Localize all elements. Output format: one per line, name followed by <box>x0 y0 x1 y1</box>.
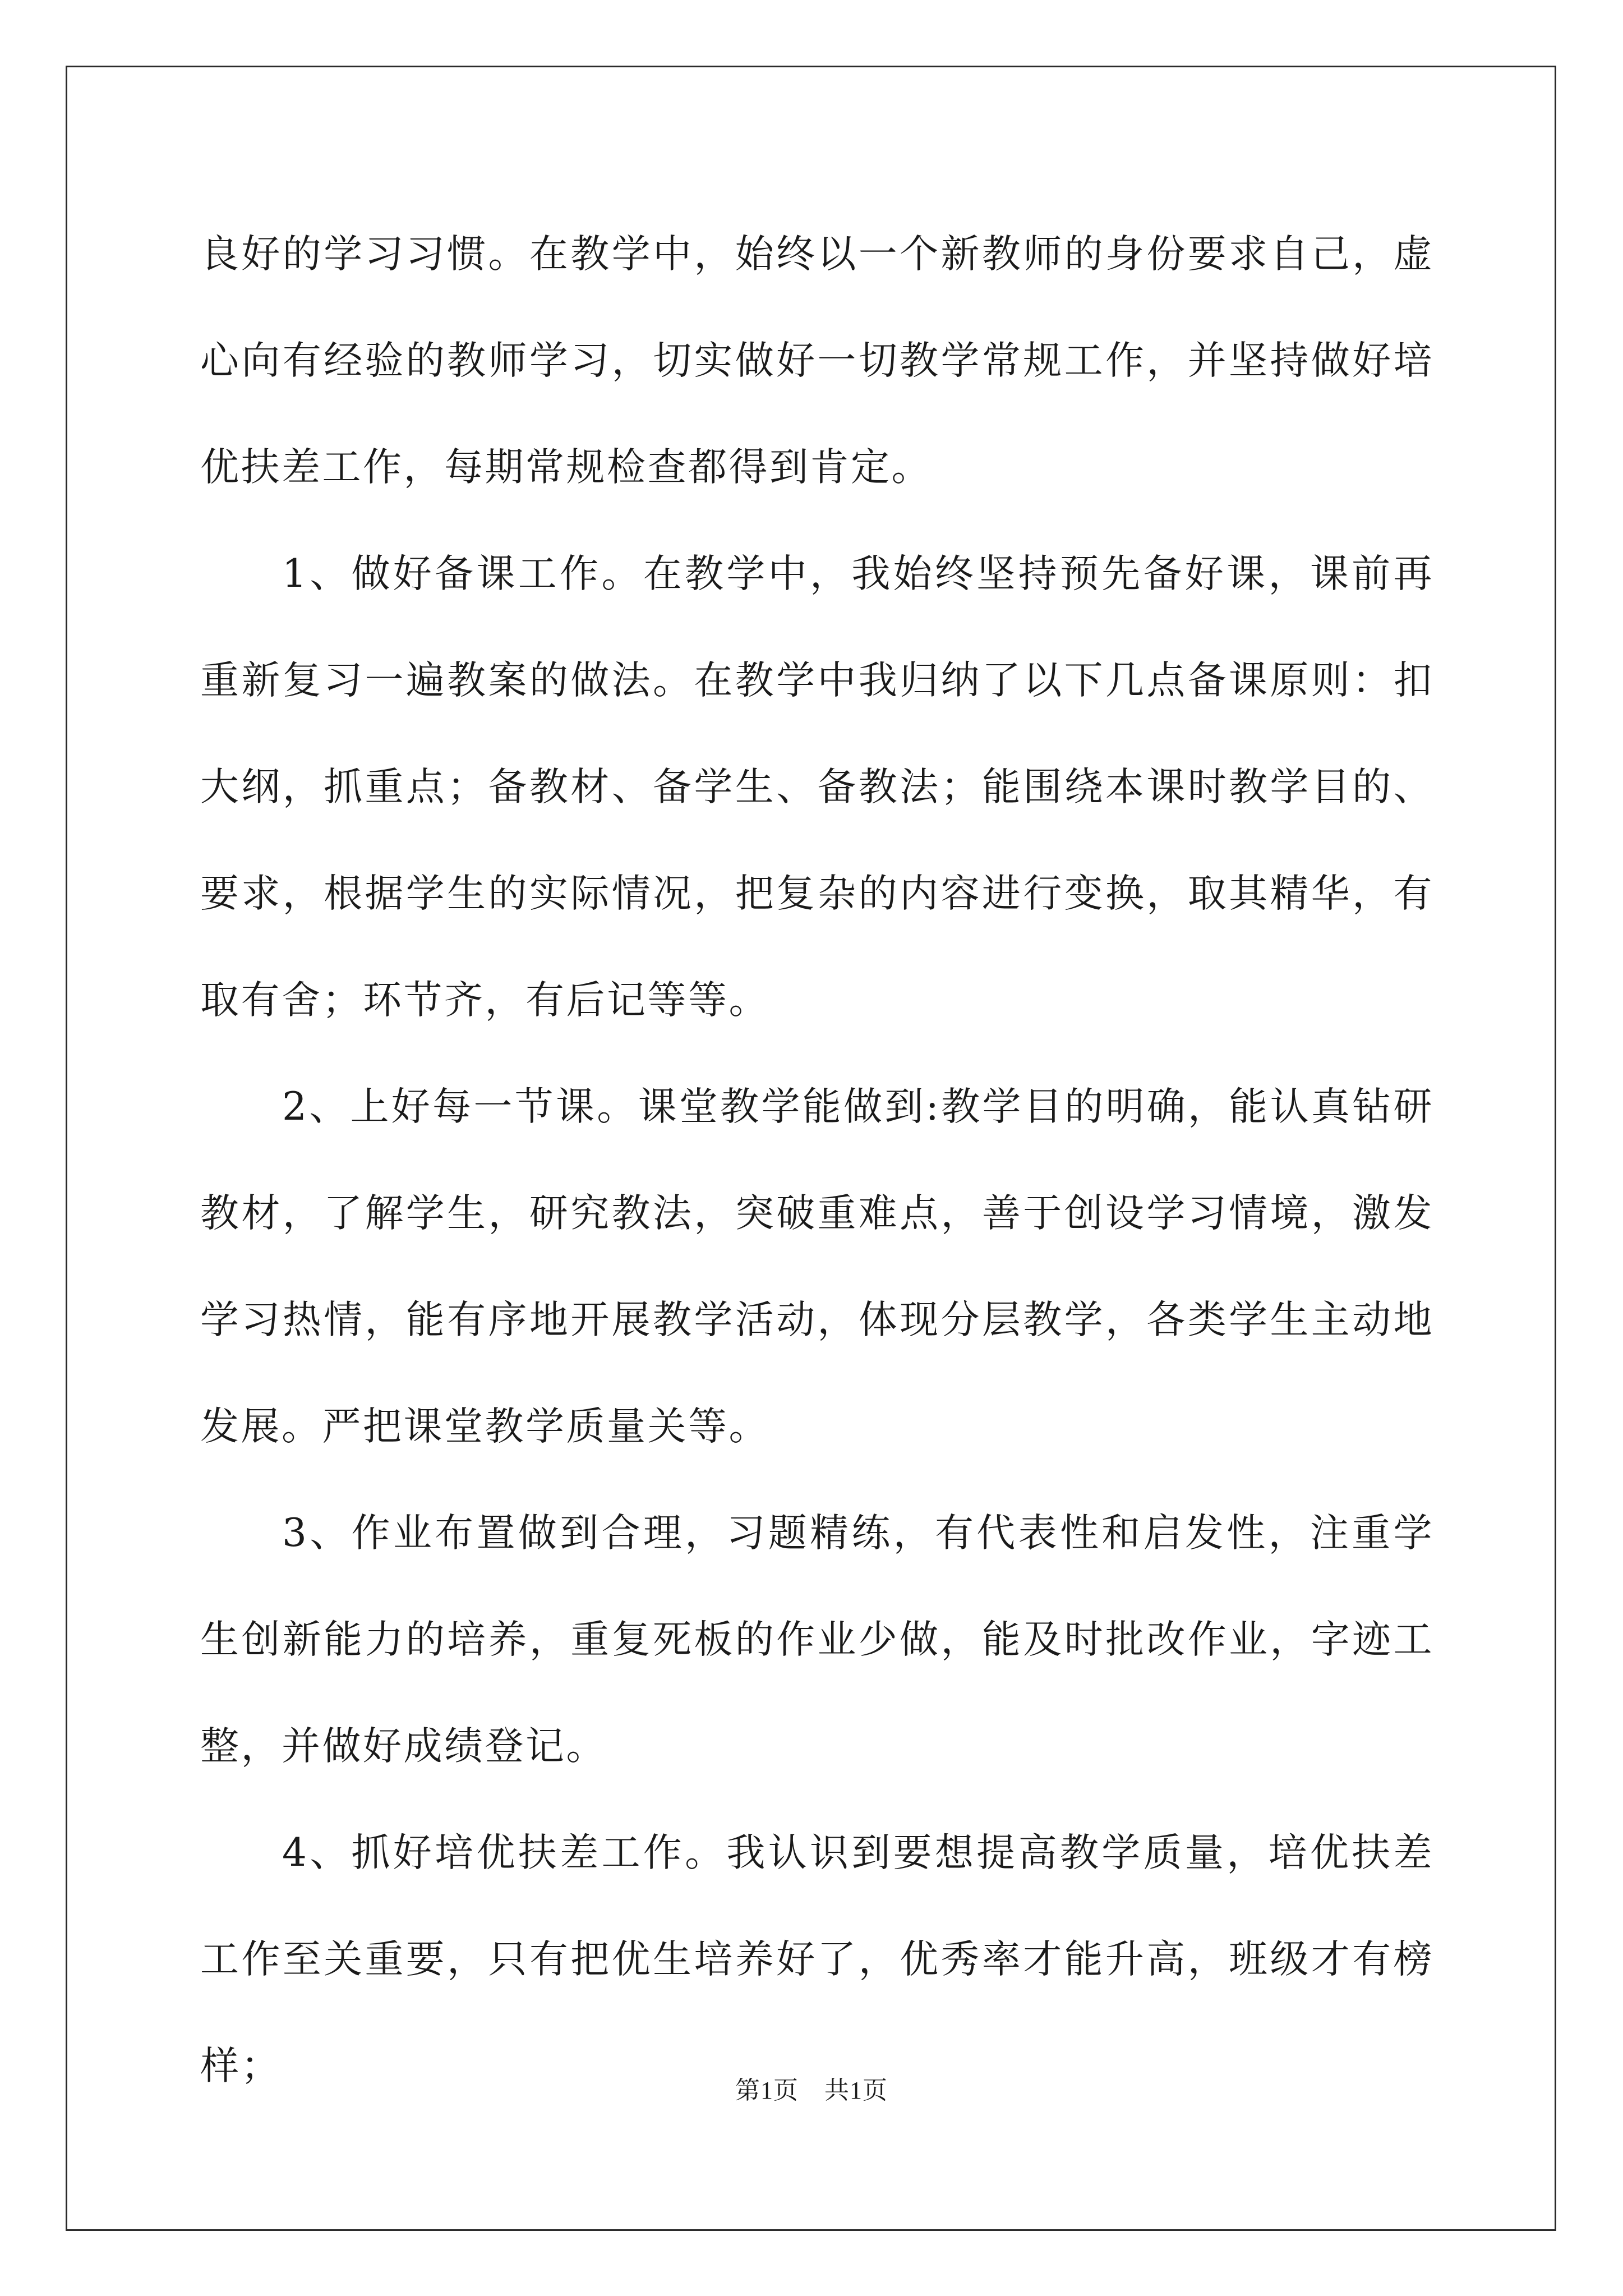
document-body <box>200 201 1434 2119</box>
paragraph-intro: 良好的学习习惯。在教学中，始终以一个新教师的身份要求自己，虚心向有经验的教师学习，切实做好一切教学常规工作，并坚持做好培优扶差工作，每期常规检查都得到肯定。 <box>200 232 1434 490</box>
page-footer <box>0 2070 1623 2106</box>
paragraph-tutoring: 4、抓好培优扶差工作。我认识到要想提高教学质量，培优扶差工作至关重要，只有把优生培养好了，优秀率才能升高，班级才有榜样； <box>200 1830 1434 2088</box>
page-number-total: 共1页 <box>824 2077 888 2104</box>
paragraph-lesson-prep: 1、做好备课工作。在教学中，我始终坚持预先备好课，课前再重新复习一遍教案的做法。在教学中我归纳了以下几点备课原则：扣大纲，抓重点；备教材、备学生、备教法；能围绕本课时教学目的、要求，根据学生的实际情况，把复杂的内容进行变换，取其精华，有取有舍；环节齐，有后记等等。 <box>200 551 1434 1023</box>
page-number-current: 第1页 <box>735 2077 799 2104</box>
paragraph-homework: 3、作业布置做到合理，习题精练，有代表性和启发性，注重学生创新能力的培养，重复死板的作业少做，能及时批改作业，字迹工整，并做好成绩登记。 <box>200 1511 1434 1769</box>
paragraph-teaching: 2、上好每一节课。课堂教学能做到:教学目的明确，能认真钻研教材，了解学生，研究教法，突破重难点，善于创设学习情境，激发学习热情，能有序地开展教学活动，体现分层教学，各类学生主动地发展。严把课堂教学质量关等。 <box>200 1084 1434 1449</box>
